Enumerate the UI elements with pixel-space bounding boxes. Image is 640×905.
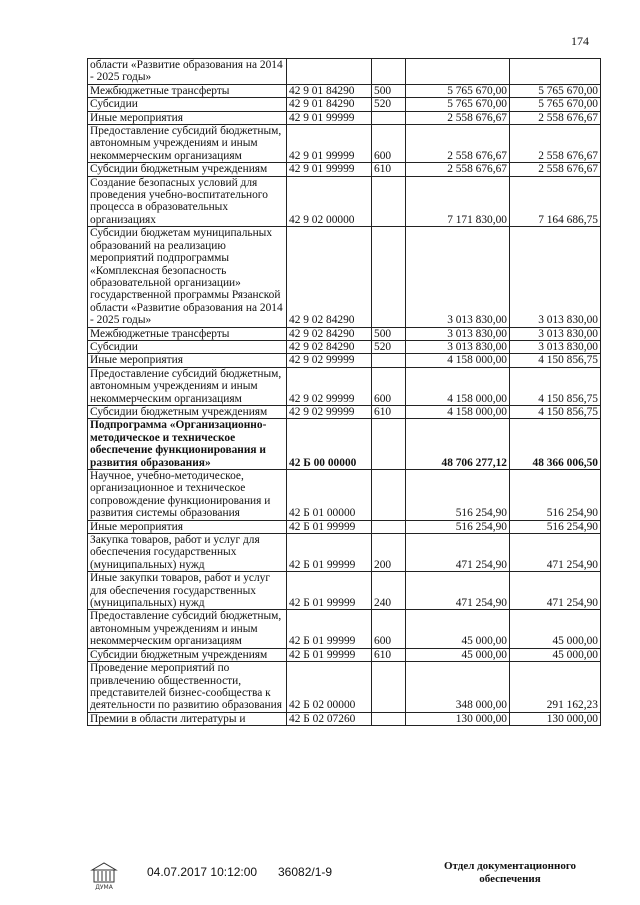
- footer-department: Отдел документационного обеспечения: [443, 860, 577, 885]
- row-name: Предоставление субсидий бюджетным, автономным учреждениям и иным некоммерческим организациям: [88, 125, 287, 163]
- row-name: Премии в области литературы и: [88, 712, 287, 725]
- row-value-1: 3 013 830,00: [406, 340, 510, 353]
- row-name: Предоставление субсидий бюджетным, автономным учреждениям и иным некоммерческим организациям: [88, 367, 287, 405]
- row-code: 42 Б 01 99999: [287, 572, 372, 610]
- row-code: 42 9 01 99999: [287, 163, 372, 176]
- row-type: 520: [372, 340, 406, 353]
- row-value-2: 4 150 856,75: [510, 367, 601, 405]
- table-row: [88, 534, 601, 572]
- row-name: Субсидии бюджетным учреждениям: [88, 405, 287, 418]
- row-value-1: 471 254,90: [406, 572, 510, 610]
- row-code: 42 Б 01 99999: [287, 534, 372, 572]
- row-value-2: 5 765 670,00: [510, 84, 601, 97]
- table-row: [88, 367, 601, 405]
- row-value-1: 7 171 830,00: [406, 176, 510, 227]
- row-value-1: 130 000,00: [406, 712, 510, 725]
- row-value-2: 45 000,00: [510, 648, 601, 661]
- row-type: 520: [372, 98, 406, 111]
- row-type: [372, 227, 406, 327]
- row-code: 42 Б 02 00000: [287, 662, 372, 713]
- row-value-2: 5 765 670,00: [510, 98, 601, 111]
- row-value-2: 3 013 830,00: [510, 227, 601, 327]
- table-row: [88, 98, 601, 111]
- row-type: [372, 662, 406, 713]
- row-value-1: [406, 59, 510, 85]
- row-value-1: 4 158 000,00: [406, 367, 510, 405]
- row-name: Иные мероприятия: [88, 111, 287, 124]
- table-row: [88, 84, 601, 97]
- row-type: 610: [372, 163, 406, 176]
- row-code: [287, 59, 372, 85]
- footer-doc-number: 36082/1-9: [278, 865, 333, 879]
- row-value-2: 516 254,90: [510, 470, 601, 521]
- row-code: 42 9 02 84290: [287, 227, 372, 327]
- row-name: Подпрограмма «Организационно-методическое и техническое обеспечение функционирования и развития образования»: [88, 419, 287, 470]
- row-name: Иные мероприятия: [88, 520, 287, 533]
- row-type: 240: [372, 572, 406, 610]
- table-row: [88, 354, 601, 367]
- row-type: 600: [372, 367, 406, 405]
- row-code: 42 9 02 99999: [287, 367, 372, 405]
- row-value-2: 48 366 006,50: [510, 419, 601, 470]
- row-name: Закупка товаров, работ и услуг для обеспечения государственных (муниципальных) нужд: [88, 534, 287, 572]
- row-value-1: 471 254,90: [406, 534, 510, 572]
- row-value-1: 4 158 000,00: [406, 354, 510, 367]
- row-value-2: 291 162,23: [510, 662, 601, 713]
- row-type: [372, 111, 406, 124]
- row-code: 42 9 01 99999: [287, 111, 372, 124]
- row-value-1: 516 254,90: [406, 470, 510, 521]
- row-type: [372, 176, 406, 227]
- table-row: [88, 572, 601, 610]
- row-value-2: 2 558 676,67: [510, 111, 601, 124]
- row-type: [372, 712, 406, 725]
- row-code: 42 Б 01 99999: [287, 648, 372, 661]
- duma-emblem-icon: [86, 860, 122, 890]
- row-type: [372, 419, 406, 470]
- table-row: [88, 227, 601, 327]
- row-code: 42 Б 01 99999: [287, 520, 372, 533]
- row-name: Проведение мероприятий по привлечению общественности, представителей бизнес-сообщества к деятельности по развитию образования: [88, 662, 287, 713]
- table-row: [88, 163, 601, 176]
- row-code: 42 Б 01 99999: [287, 610, 372, 648]
- svg-text:ДУМА: ДУМА: [95, 884, 113, 890]
- row-type: 610: [372, 405, 406, 418]
- row-value-2: 130 000,00: [510, 712, 601, 725]
- row-type: [372, 354, 406, 367]
- row-value-2: 45 000,00: [510, 610, 601, 648]
- row-value-2: [510, 59, 601, 85]
- row-type: [372, 59, 406, 85]
- row-value-1: 48 706 277,12: [406, 419, 510, 470]
- row-code: 42 9 01 84290: [287, 84, 372, 97]
- row-code: 42 9 01 84290: [287, 98, 372, 111]
- row-value-1: 3 013 830,00: [406, 327, 510, 340]
- table-row: [88, 59, 601, 85]
- row-value-1: 2 558 676,67: [406, 163, 510, 176]
- table-row: [88, 125, 601, 163]
- row-name: Иные мероприятия: [88, 354, 287, 367]
- row-name: Создание безопасных условий для проведения учебно-воспитательного процесса в образовательных организациях: [88, 176, 287, 227]
- row-type: 500: [372, 327, 406, 340]
- table-row: [88, 662, 601, 713]
- table-row: [88, 712, 601, 725]
- row-value-2: 4 150 856,75: [510, 405, 601, 418]
- row-type: 610: [372, 648, 406, 661]
- row-code: 42 9 02 99999: [287, 405, 372, 418]
- row-code: 42 9 01 99999: [287, 125, 372, 163]
- row-code: 42 9 02 99999: [287, 354, 372, 367]
- row-code: 42 Б 02 07260: [287, 712, 372, 725]
- row-name: Научное, учебно-методическое, организационное и техническое сопровождение функционирования и развития системы образования: [88, 470, 287, 521]
- row-type: [372, 470, 406, 521]
- row-value-1: 45 000,00: [406, 610, 510, 648]
- footer-date: 04.07.2017 10:12:00: [147, 865, 258, 879]
- table-row: [88, 405, 601, 418]
- table-row: [88, 610, 601, 648]
- row-name: Предоставление субсидий бюджетным, автономным учреждениям и иным некоммерческим организациям: [88, 610, 287, 648]
- row-code: 42 Б 01 00000: [287, 470, 372, 521]
- row-type: [372, 520, 406, 533]
- row-value-2: 4 150 856,75: [510, 354, 601, 367]
- row-value-2: 516 254,90: [510, 520, 601, 533]
- footer: [0, 860, 640, 900]
- row-value-2: 471 254,90: [510, 572, 601, 610]
- row-name: Субсидии: [88, 340, 287, 353]
- row-value-1: 516 254,90: [406, 520, 510, 533]
- row-name: Субсидии бюджетным учреждениям: [88, 648, 287, 661]
- row-name: Межбюджетные трансферты: [88, 327, 287, 340]
- table-row: [88, 470, 601, 521]
- row-value-2: 471 254,90: [510, 534, 601, 572]
- row-value-2: 3 013 830,00: [510, 327, 601, 340]
- row-name: Субсидии бюджетным учреждениям: [88, 163, 287, 176]
- row-type: 600: [372, 610, 406, 648]
- row-code: 42 9 02 84290: [287, 340, 372, 353]
- row-name: Субсидии: [88, 98, 287, 111]
- row-value-1: 5 765 670,00: [406, 84, 510, 97]
- row-value-1: 3 013 830,00: [406, 227, 510, 327]
- table-row: [88, 327, 601, 340]
- table-row: [88, 520, 601, 533]
- row-type: 200: [372, 534, 406, 572]
- table-row: [88, 340, 601, 353]
- page-number: 174: [571, 34, 589, 48]
- row-value-1: 348 000,00: [406, 662, 510, 713]
- table-row: [88, 176, 601, 227]
- row-name: области «Развитие образования на 2014 - 2025 годы»: [88, 59, 287, 85]
- row-type: 600: [372, 125, 406, 163]
- row-code: 42 9 02 00000: [287, 176, 372, 227]
- table-row: [88, 419, 601, 470]
- row-value-1: 45 000,00: [406, 648, 510, 661]
- budget-table: [87, 58, 601, 726]
- row-value-1: 2 558 676,67: [406, 125, 510, 163]
- row-value-2: 2 558 676,67: [510, 163, 601, 176]
- row-value-1: 2 558 676,67: [406, 111, 510, 124]
- row-name: Субсидии бюджетам муниципальных образований на реализацию мероприятий подпрограммы «Комплексная безопасность образовательной организации» государственной программы Рязанской области «Развитие образования на 2014 - 2025 годы»: [88, 227, 287, 327]
- row-name: Иные закупки товаров, работ и услуг для обеспечения государственных (муниципальных) нужд: [88, 572, 287, 610]
- row-type: 500: [372, 84, 406, 97]
- table-row: [88, 111, 601, 124]
- row-value-2: 3 013 830,00: [510, 340, 601, 353]
- row-name: Межбюджетные трансферты: [88, 84, 287, 97]
- row-value-2: 2 558 676,67: [510, 125, 601, 163]
- row-value-2: 7 164 686,75: [510, 176, 601, 227]
- row-value-1: 5 765 670,00: [406, 98, 510, 111]
- row-value-1: 4 158 000,00: [406, 405, 510, 418]
- table-row: [88, 648, 601, 661]
- row-code: 42 9 02 84290: [287, 327, 372, 340]
- row-code: 42 Б 00 00000: [287, 419, 372, 470]
